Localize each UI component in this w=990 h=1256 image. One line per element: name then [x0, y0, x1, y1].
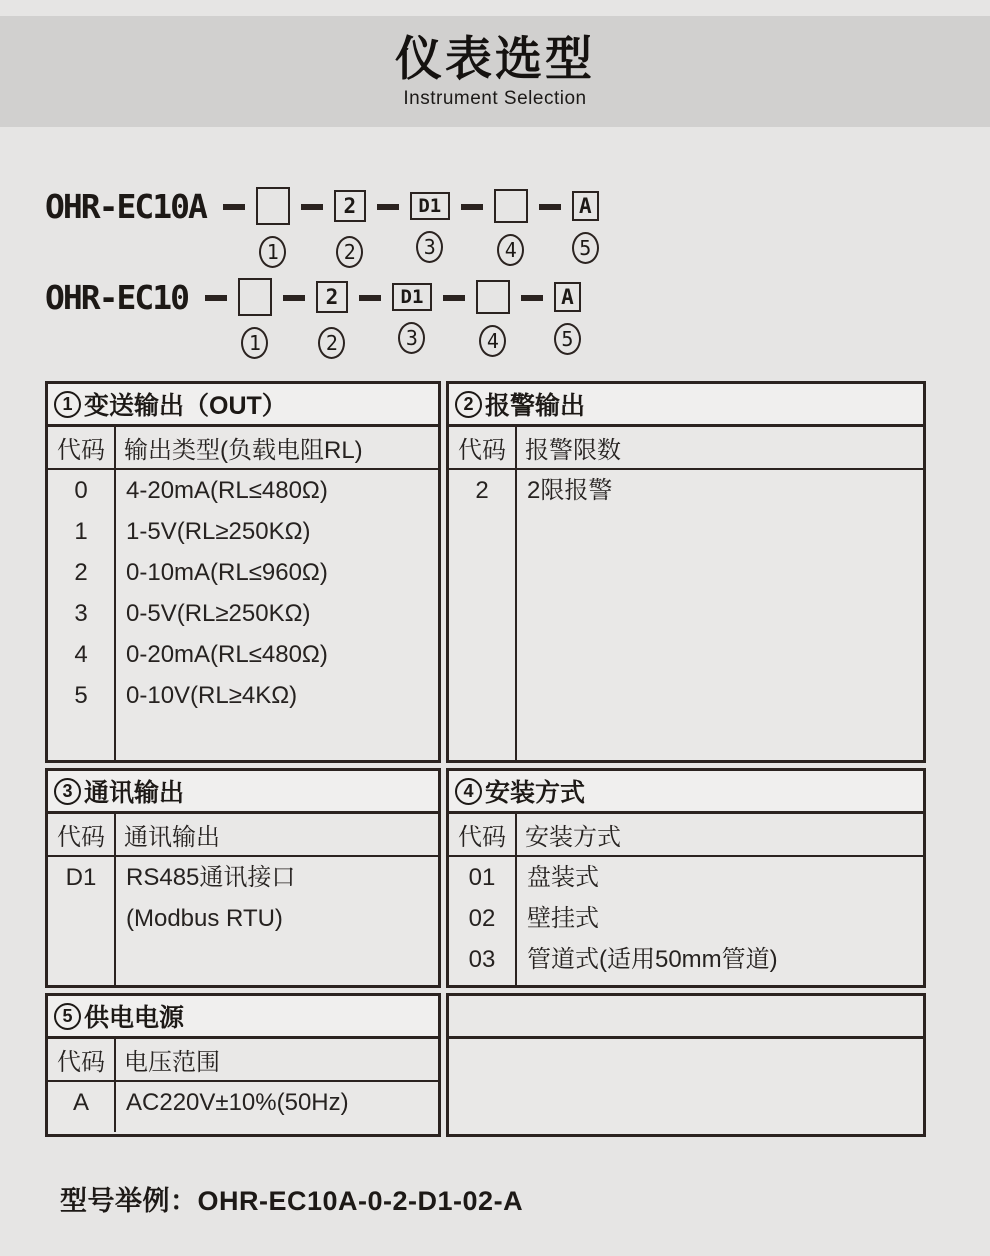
model-code-box: [476, 280, 510, 314]
circled-number-icon: 2: [455, 391, 482, 418]
section-title: 供电电源: [84, 1004, 185, 1032]
code-cell: 01: [468, 864, 496, 891]
dash-separator: [359, 295, 381, 301]
model-example-line: 型号举例：OHR-EC10A-0-2-D1-02-A: [60, 1186, 524, 1216]
code-cell: 5: [74, 682, 88, 709]
model-segment: [316, 278, 348, 359]
desc-cell: (Modbus RTU): [126, 905, 283, 932]
model-code-diagrams: [45, 187, 990, 359]
code-cell: 1: [74, 518, 88, 545]
code-column-header: 代码: [48, 814, 116, 855]
code-column: [449, 857, 517, 985]
code-cell: 2: [74, 559, 88, 586]
desc-cell: 盘装式: [527, 864, 599, 891]
circled-number-icon: 1: [54, 391, 81, 418]
model-name: OHR-EC10A: [45, 187, 206, 226]
position-circle: 5: [572, 232, 599, 264]
section-title: 报警输出: [485, 392, 586, 420]
title-band: [0, 16, 990, 127]
desc-cell: 0-20mA(RL≤480Ω): [126, 641, 328, 668]
desc-column: [517, 857, 923, 985]
column-header-row: [48, 427, 438, 470]
desc-cell: 0-5V(RL≥250KΩ): [126, 600, 311, 627]
code-column-header: 代码: [449, 427, 517, 468]
model-segment: [410, 187, 450, 263]
model-code-box: [256, 187, 290, 225]
empty-table-block: [446, 993, 926, 1137]
circled-number-icon: 3: [54, 778, 81, 805]
table-body: [48, 470, 438, 760]
position-circle: 2: [318, 327, 345, 359]
code-cell: 02: [468, 905, 496, 932]
position-circle: 1: [259, 236, 286, 268]
code-column-header: 代码: [449, 814, 517, 855]
model-code-box: D1: [410, 192, 450, 220]
column-header-row: [48, 1039, 438, 1082]
table-row-1: [45, 381, 926, 763]
code-cell: 03: [468, 946, 496, 973]
code-column-header: 代码: [48, 427, 116, 468]
desc-cell: 1-5V(RL≥250KΩ): [126, 518, 311, 545]
page-subtitle: Instrument Selection: [403, 88, 587, 110]
dash-separator: [521, 295, 543, 301]
section-header: [449, 771, 923, 814]
model-name: OHR-EC10: [45, 278, 188, 317]
model-code-box: [494, 189, 528, 223]
model-segment: [334, 187, 366, 268]
model-segment: [392, 278, 432, 354]
desc-column: [116, 470, 438, 760]
table-body: [449, 857, 923, 985]
code-cell: A: [72, 1089, 89, 1116]
desc-cell: 0-10mA(RL≤960Ω): [126, 559, 328, 586]
empty-cell: [449, 1039, 923, 1134]
code-cell: 2: [475, 477, 489, 504]
position-circle: 5: [554, 323, 581, 355]
model-code-box: A: [554, 282, 581, 312]
model-line-ec10: [45, 278, 990, 359]
table-transmit-output: [45, 381, 441, 763]
table-alarm-output: [446, 381, 926, 763]
desc-cell: 管道式(适用50mm管道): [527, 946, 778, 973]
desc-cell: 0-10V(RL≥4KΩ): [126, 682, 298, 709]
model-segment: [238, 278, 272, 359]
desc-column-header: 安装方式: [525, 824, 621, 851]
circled-number-icon: 5: [54, 1003, 81, 1030]
dash-separator: [301, 204, 323, 210]
code-cell: 0: [74, 477, 88, 504]
position-circle: 3: [416, 231, 443, 263]
position-circle: 2: [336, 236, 363, 268]
code-column: [48, 857, 116, 985]
model-code-box: 2: [334, 190, 366, 222]
model-segment: [256, 187, 290, 268]
desc-column-header: 通讯输出: [124, 824, 220, 851]
section-header: [48, 384, 438, 427]
desc-cell: 2限报警: [527, 477, 613, 504]
model-code-box: 2: [316, 281, 348, 313]
table-row-2: [45, 768, 926, 988]
code-cell: D1: [65, 864, 97, 891]
desc-column-header: 电压范围: [124, 1049, 220, 1076]
dash-separator: [377, 204, 399, 210]
desc-column-header: 输出类型(负载电阻RL): [124, 437, 363, 464]
dash-separator: [283, 295, 305, 301]
dash-separator: [539, 204, 561, 210]
model-code-box: [238, 278, 272, 316]
desc-column-header: 报警限数: [525, 437, 621, 464]
empty-cell: [449, 996, 923, 1039]
position-circle: 4: [497, 234, 524, 266]
selection-tables: [45, 381, 926, 1137]
dash-separator: [443, 295, 465, 301]
table-body: [48, 1082, 438, 1132]
position-circle: 1: [241, 327, 268, 359]
section-title: 安装方式: [485, 779, 586, 807]
section-title: 变送输出（OUT）: [84, 392, 287, 420]
dash-separator: [223, 204, 245, 210]
column-header-row: [449, 427, 923, 470]
section-header: [48, 996, 438, 1039]
table-power-supply: [45, 993, 441, 1137]
desc-cell: RS485通讯接口: [126, 864, 296, 891]
desc-cell: AC220V±10%(50Hz): [126, 1089, 349, 1116]
column-header-row: [48, 814, 438, 857]
position-circle: 3: [398, 322, 425, 354]
dash-separator: [461, 204, 483, 210]
table-body: [48, 857, 438, 985]
table-body: [449, 470, 923, 760]
page-title: 仪表选型: [395, 31, 595, 85]
desc-column: [116, 857, 438, 985]
code-column: [48, 1082, 116, 1132]
model-line-ec10a: [45, 187, 990, 268]
position-circle: 4: [479, 325, 506, 357]
code-column-header: 代码: [48, 1039, 116, 1080]
model-segment: [494, 187, 528, 266]
table-communication-output: [45, 768, 441, 988]
table-mounting-style: [446, 768, 926, 988]
model-code-box: D1: [392, 283, 432, 311]
circled-number-icon: 4: [455, 778, 482, 805]
code-column: [449, 470, 517, 760]
dash-separator: [205, 295, 227, 301]
code-cell: 4: [74, 641, 88, 668]
desc-column: [116, 1082, 438, 1132]
code-cell: 3: [74, 600, 88, 627]
column-header-row: [449, 814, 923, 857]
model-segment: [554, 278, 581, 355]
desc-column: [517, 470, 923, 760]
model-segment: [572, 187, 599, 264]
model-code-box: A: [572, 191, 599, 221]
section-header: [48, 771, 438, 814]
desc-cell: 壁挂式: [527, 905, 599, 932]
code-column: [48, 470, 116, 760]
section-header: [449, 384, 923, 427]
table-row-3: [45, 993, 926, 1137]
section-title: 通讯输出: [84, 779, 185, 807]
model-segment: [476, 278, 510, 357]
desc-cell: 4-20mA(RL≤480Ω): [126, 477, 328, 504]
